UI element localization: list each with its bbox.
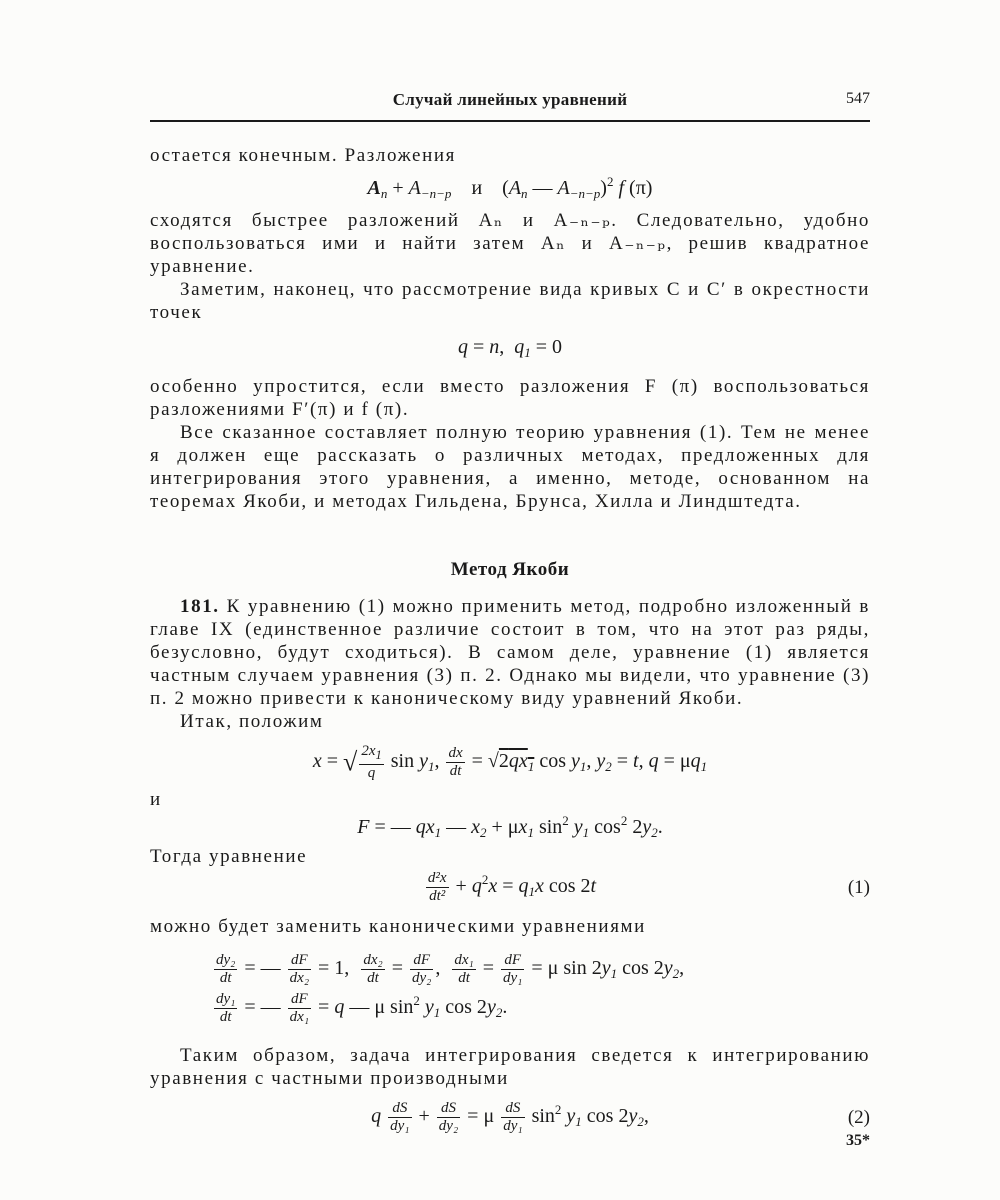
section-title: Метод Якоби <box>450 559 570 580</box>
equation-number-1: (1) <box>847 876 870 898</box>
equation-expansions: $A_n + A_{-n-p}$ и ($A_n$ — $A_{-n-p})^2$ f (π) <box>367 174 653 201</box>
book-page <box>150 88 870 1149</box>
equation-substitution: x = √ $\frac{2x_1}{q}$ $\sin y_1$, $\frac{dx}{dt}$ = $√2qx_1$ $\cos y_1$, $y_2 = t$, $q = \mu q_1$ <box>312 743 708 781</box>
running-title: Случай линейных уравнений <box>392 90 628 109</box>
paragraph-4: особенно упростится, если вместо разложения F (π) воспользоваться разложениями F′(π) и f (π). <box>150 376 870 420</box>
paragraph-number: 181. <box>180 596 220 617</box>
running-header <box>150 88 870 114</box>
paragraph-9: Тогда уравнение <box>150 846 308 867</box>
paragraph-11: Таким образом, задача интегрирования сведется к интегрированию уравнения с частными производными <box>150 1045 870 1089</box>
equation-points: q = n, $q_1 = 0$ <box>457 336 563 360</box>
paragraph-6-text: К уравнению (1) можно применить метод, подробно изложенный в главе IX (единственное различие состоит в том, что на этот раз ряды, безусловно, будут сходиться). В самом деле, уравнение (1) является частным случаем уравнения (3) п. 2. Однако мы видели, что уравнение (3) п. 2 можно привести к каноническому виду уравнений Якоби. <box>150 596 870 709</box>
paragraph-8: и <box>150 789 162 810</box>
paragraph-1: остается конечным. Разложения <box>150 145 456 166</box>
paragraph-7: Итак, положим <box>180 711 324 732</box>
paragraph-10: можно будет заменить каноническими уравнениями <box>150 916 646 937</box>
header-rule <box>150 120 870 122</box>
equation-2: q $\frac{dS}{\text{dy₁}}$ + $\frac{dS}{\text{dy₂}}$ = μ $\frac{dS}{\text{dy₁}}$ $\sin^2 y_1$ $\cos 2y_2$, (2) <box>371 1100 870 1134</box>
signature-mark: 35* <box>846 1132 870 1149</box>
paragraph-5: Все сказанное составляет полную теорию уравнения (1). Тем не менее я должен еще рассказать о различных методах, предложенных для интегрирования этого уравнения, а именно, методе, основанном на теоремах Якоби, и методах Гильдена, Брунса, Хилла и Линдштедта. <box>150 422 870 512</box>
page-number: 547 <box>846 90 870 107</box>
equation-canonical-1: $\frac{\text{dy₂}}{dt}$ = — $\frac{dF}{\text{dx₂}}$ = 1, $\frac{\text{dx₂}}{dt}$ = $\frac{dF}{\text{dy₂}}$ , $\frac{\text{dx₁}}{dt}$ = $\frac{dF}{\text{dy₁}}$ = μ $\sin 2y_1$ $\cos 2y_2$, <box>216 952 685 986</box>
equation-canonical-2: $\frac{\text{dy₁}}{dt}$ = — $\frac{dF}{\text{dx₁}}$ = q — μ $\sin^2 y_1$ $\cos 2y_2$. <box>216 991 508 1025</box>
paragraph-2: сходятся быстрее разложений Aₙ и A₋ₙ₋ₚ. Следовательно, удобно воспользоваться ими и найти затем Aₙ и A₋ₙ₋ₚ, решив квадратное уравнение. <box>150 210 870 277</box>
equation-number-2: (2) <box>847 1106 870 1128</box>
equation-hamiltonian: F = — $qx_1$ — $x_2 + \mu x_1$ $\sin^2 y_1$ $\cos^2 2y_2$. <box>357 813 663 840</box>
paragraph-6 <box>150 595 870 710</box>
paragraph-3: Заметим, наконец, что рассмотрение вида кривых C и C′ в окрестности точек <box>150 279 870 323</box>
equation-1: $\frac{\text{d²x}}{\text{dt²}}$ + $q^2x = q_1x$ cos 2t (1) <box>427 870 870 904</box>
